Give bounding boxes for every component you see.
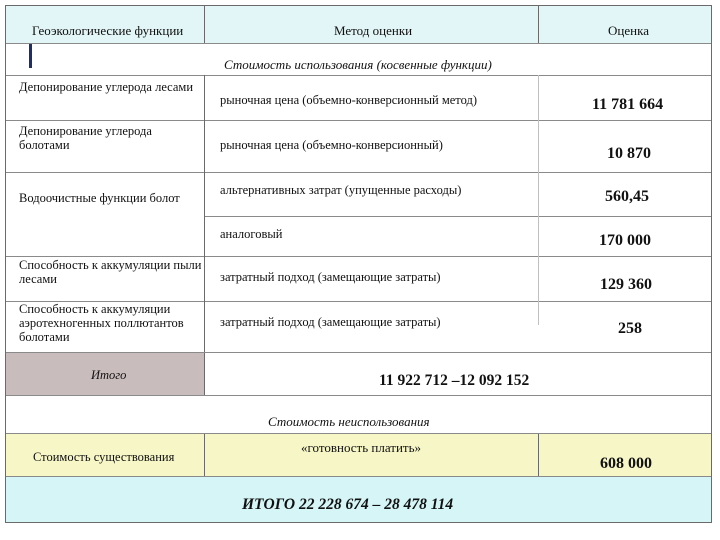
itogo-label: Итого <box>91 368 127 382</box>
body-divider <box>538 75 539 325</box>
existence-divider <box>538 434 539 476</box>
row-method: аналоговый <box>220 227 283 241</box>
row-method: альтернативных затрат (упущенные расходы) <box>220 183 462 197</box>
row-value: 258 <box>618 320 642 337</box>
row-value: 11 781 664 <box>592 96 664 113</box>
existence-label: Стоимость существования <box>33 450 175 464</box>
header-divider-1 <box>204 6 205 43</box>
row-method: затратный подход (замещающие затраты) <box>220 315 441 329</box>
header-method: Метод оценки <box>334 23 413 38</box>
section-use-line <box>6 75 711 76</box>
row-method: рыночная цена (объемно-конверсионный) <box>220 138 443 152</box>
row-value: 129 360 <box>600 276 652 293</box>
row-function: Депонирование углерода лесами <box>19 80 194 94</box>
row-line <box>6 172 711 173</box>
existence-divider <box>204 434 205 476</box>
body-divider <box>204 75 205 395</box>
existence-value: 608 000 <box>600 455 652 472</box>
section-nonuse-title: Стоимость неиспользования <box>268 414 430 429</box>
row-line <box>204 216 711 217</box>
row-method: затратный подход (замещающие затраты) <box>220 270 441 284</box>
itogo-value: 11 922 712 –12 092 152 <box>379 372 530 389</box>
valuation-table <box>5 5 712 523</box>
total-value: ИТОГО 22 228 674 – 28 478 114 <box>242 496 454 513</box>
itogo-top-line <box>6 352 711 353</box>
header-bottom-line <box>6 43 711 44</box>
row-function: Способность к аккумуляции аэротехногенных поллютантов болотами <box>19 302 184 344</box>
existence-method: «готовность платить» <box>301 440 422 455</box>
row-line <box>6 256 711 257</box>
header-divider-2 <box>538 6 539 43</box>
row-value: 560,45 <box>605 188 649 205</box>
section-use-title: Стоимость использования (косвенные функции) <box>224 57 492 72</box>
header-functions: Геоэкологические функции <box>32 23 184 38</box>
row-function: Водоочистные функции болот <box>19 191 180 205</box>
text-cursor-icon <box>29 44 32 68</box>
header-score: Оценка <box>608 23 649 38</box>
row-method: рыночная цена (объемно-конверсионный метод) <box>220 93 478 107</box>
row-function: Депонирование углерода болотами <box>19 124 152 152</box>
row-function: Способность к аккумуляции пыли лесами <box>19 258 202 286</box>
row-value: 170 000 <box>599 232 651 249</box>
row-line <box>6 120 711 121</box>
row-value: 10 870 <box>607 145 651 162</box>
itogo-bottom-line <box>6 395 711 396</box>
